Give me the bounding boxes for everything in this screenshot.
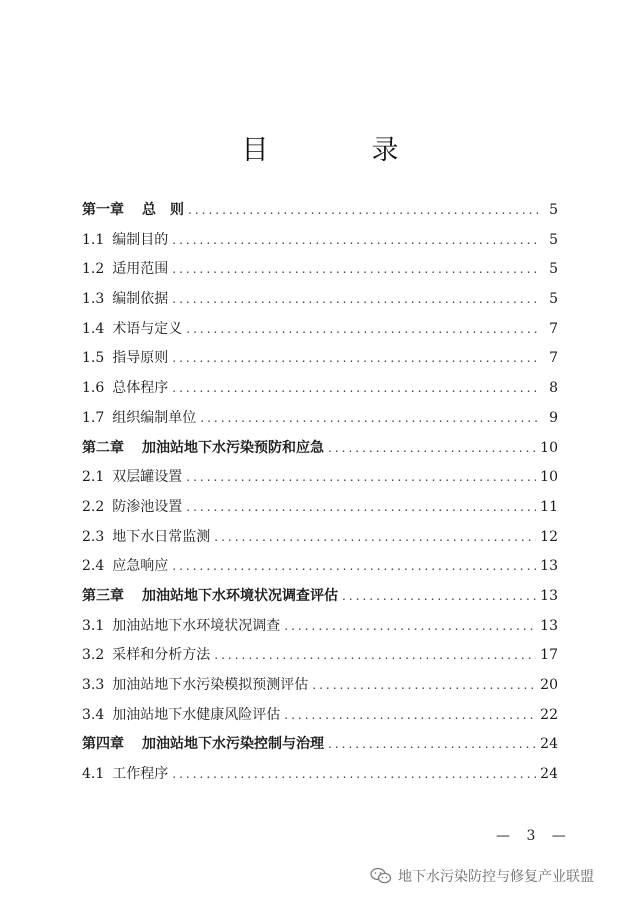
toc-section-entry — [82, 226, 558, 256]
toc-entry-number: 第一章 — [82, 202, 124, 218]
toc-entry-number: 2.3 — [82, 528, 105, 545]
toc-entry-title: 适用范围 — [112, 261, 169, 278]
toc-entry-title: 工作程序 — [112, 766, 169, 783]
toc-entry-page: 8 — [549, 380, 558, 397]
toc-entry-title: 总体程序 — [112, 380, 169, 397]
toc-entry-label — [82, 612, 280, 642]
toc-section-entry — [82, 493, 558, 523]
toc-entry-page: 5 — [549, 291, 558, 308]
toc-entry-label — [82, 315, 182, 345]
toc-dot-leader — [172, 226, 540, 256]
toc-dot-leader — [172, 552, 536, 582]
toc-entry-page: 20 — [540, 677, 558, 693]
toc-chapter-entry — [82, 730, 558, 760]
toc-entry-page: 7 — [549, 320, 558, 337]
toc-dot-leader — [214, 523, 536, 553]
toc-entry-title: 加油站地下水污染预防和应急 — [142, 439, 324, 456]
toc-entry-page: 24 — [540, 736, 558, 753]
toc-section-entry — [82, 671, 558, 701]
toc-entry-label — [82, 463, 182, 493]
wechat-icon — [370, 867, 392, 885]
toc-entry-label — [82, 671, 308, 701]
toc-entry-number: 2.2 — [82, 498, 105, 515]
toc-entry-page: 5 — [549, 261, 558, 278]
toc-section-entry — [82, 612, 558, 642]
toc-entry-label — [82, 552, 168, 582]
toc-section-entry — [82, 463, 558, 493]
toc-dot-leader — [172, 374, 540, 404]
toc-entry-title: 指导原则 — [112, 350, 169, 367]
toc-entry-label — [82, 730, 324, 760]
toc-entry-page: 9 — [549, 409, 558, 426]
toc-entry-number: 3.2 — [82, 647, 105, 664]
toc-entry-title: 地下水日常监测 — [112, 528, 211, 545]
toc-chapter-entry — [82, 434, 558, 464]
toc-dot-leader — [186, 463, 536, 493]
toc-section-entry — [82, 374, 558, 404]
toc-entry-number: 1.5 — [82, 350, 105, 367]
toc-entry-label — [82, 701, 280, 731]
toc-dot-leader — [312, 671, 536, 701]
toc-entry-number: 1.7 — [82, 409, 105, 426]
toc-section-entry — [82, 701, 558, 731]
toc-entry-page: 13 — [540, 617, 558, 634]
toc-entry-title: 加油站地下水环境状况调查 — [112, 617, 281, 634]
toc-entry-page: 10 — [540, 439, 558, 456]
toc-entry-number: 4.1 — [82, 766, 105, 783]
toc-entry-label — [82, 255, 168, 285]
toc-entry-number: 1.4 — [82, 320, 105, 337]
toc-entry-title: 加油站地下水环境状况调查评估 — [142, 587, 338, 604]
toc-entry-page: 5 — [549, 231, 558, 248]
toc-section-entry — [82, 523, 558, 553]
toc-section-entry — [82, 285, 558, 315]
toc-dot-leader — [328, 434, 536, 464]
toc-entry-title: 总 则 — [142, 202, 184, 218]
toc-entry-label — [82, 582, 338, 612]
toc-entry-title: 双层罐设置 — [112, 469, 183, 486]
toc-entry-title: 编制依据 — [112, 291, 169, 308]
toc-entry-title: 防渗池设置 — [112, 498, 183, 515]
toc-entry-label — [82, 374, 168, 404]
toc-chapter-entry — [82, 196, 558, 226]
toc-entry-title: 采样和分析方法 — [112, 647, 211, 664]
toc-dot-leader — [214, 641, 536, 671]
toc-dot-leader — [284, 701, 536, 731]
toc-entry-label — [82, 523, 210, 553]
toc-entry-number: 2.4 — [82, 558, 105, 575]
toc-section-entry — [82, 255, 558, 285]
toc-entry-page: 12 — [540, 528, 558, 545]
toc-entry-label — [82, 404, 196, 434]
toc-entry-label — [82, 760, 168, 790]
toc-entry-title: 应急响应 — [112, 558, 169, 575]
watermark-text: 地下水污染防控与修复产业联盟 — [398, 869, 594, 885]
toc-entry-label — [82, 434, 324, 464]
toc-section-entry — [82, 315, 558, 345]
toc-entry-number: 1.3 — [82, 291, 105, 308]
toc-entry-title: 加油站地下水健康风险评估 — [112, 706, 281, 723]
toc-section-entry — [82, 344, 558, 374]
toc-entry-number: 第四章 — [82, 736, 124, 753]
toc-entry-number: 1.1 — [82, 231, 105, 248]
page-title: 目 录 — [241, 135, 437, 166]
toc-entry-number: 3.3 — [82, 677, 105, 693]
toc-section-entry — [82, 641, 558, 671]
toc-entry-label — [82, 226, 168, 256]
toc-entry-number: 1.6 — [82, 380, 105, 397]
toc-entry-title: 加油站地下水污染模拟预测评估 — [112, 677, 309, 693]
toc-dot-leader — [172, 255, 540, 285]
toc-dot-leader — [188, 196, 540, 226]
toc-entry-number: 第二章 — [82, 439, 124, 456]
toc-entry-page: 7 — [549, 350, 558, 367]
toc-entry-label — [82, 285, 168, 315]
toc-entry-page: 22 — [540, 706, 558, 723]
toc-entry-page: 13 — [540, 587, 558, 604]
toc-dot-leader — [172, 285, 540, 315]
toc-entry-title: 加油站地下水污染控制与治理 — [142, 736, 324, 753]
toc-dot-leader — [200, 404, 540, 434]
toc-entry-page: 5 — [549, 202, 558, 218]
toc-dot-leader — [328, 730, 536, 760]
toc-entry-label — [82, 344, 168, 374]
toc-entry-number: 1.2 — [82, 261, 105, 278]
toc-entry-page: 13 — [540, 558, 558, 575]
toc-dot-leader — [172, 344, 540, 374]
toc-entry-number: 3.1 — [82, 617, 105, 634]
toc-entry-title: 编制目的 — [112, 231, 169, 248]
toc-entry-number: 第三章 — [82, 587, 124, 604]
toc-entry-page: 10 — [540, 469, 558, 486]
toc-dot-leader — [186, 493, 536, 523]
toc-entry-number: 3.4 — [82, 706, 105, 723]
toc-dot-leader — [284, 612, 536, 642]
toc-dot-leader — [186, 315, 540, 345]
watermark — [370, 866, 594, 886]
toc-entry-label — [82, 196, 184, 226]
toc-section-entry — [82, 552, 558, 582]
toc-entry-title: 组织编制单位 — [112, 409, 197, 426]
toc-entry-page: 11 — [540, 498, 558, 515]
toc-dot-leader — [172, 760, 536, 790]
page-number: — 3 — — [496, 828, 572, 844]
toc-entry-number: 2.1 — [82, 469, 105, 486]
toc-entry-page: 17 — [540, 647, 558, 664]
toc-entry-page: 24 — [540, 766, 558, 783]
toc-dot-leader — [342, 582, 536, 612]
toc-entry-label — [82, 641, 210, 671]
toc-section-entry — [82, 760, 558, 790]
table-of-contents — [82, 196, 558, 790]
toc-chapter-entry — [82, 582, 558, 612]
toc-entry-label — [82, 493, 182, 523]
toc-section-entry — [82, 404, 558, 434]
toc-entry-title: 术语与定义 — [112, 320, 183, 337]
